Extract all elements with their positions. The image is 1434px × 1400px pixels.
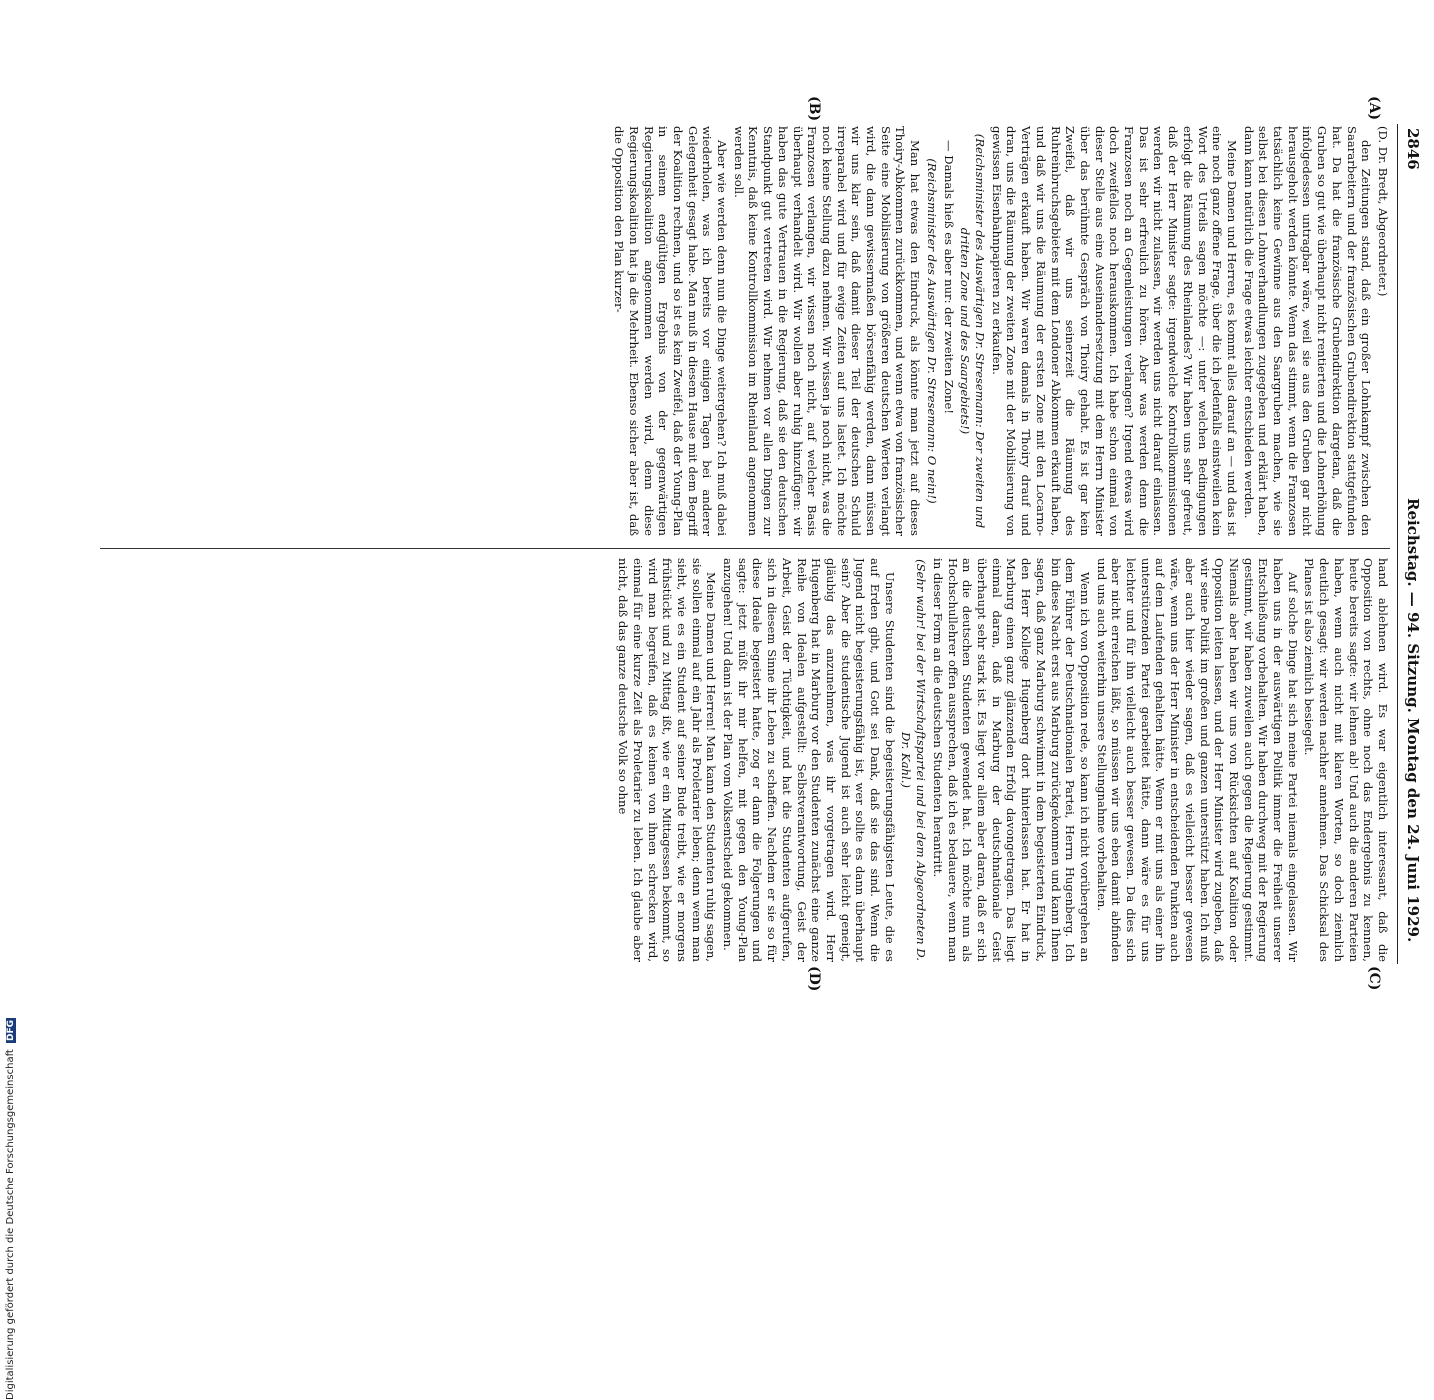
paragraph: Wenn ich von Opposition rede, so kann ich nicht vorübergehen an dem Führer der Deutschnationalen Partei, Herrn Hugenberg. Ich bin diese Nacht erst aus Marburg zurückgekommen und kann Ihnen sagen, daß ganz Marburg schwimmt in dem begeisterten Eindruck, den Herr Kollege Hugenberg dort hinterlassen hat. Er hat in Marburg einen ganz glänzenden Erfolg davongetragen. Das liegt einmal daran, daß in Marburg der deutschnationale Geist überhaupt sehr stark ist. Es liegt vor allem aber daran, daß er sich an die deutschen Studenten gewendet hat. Ich möchte nun als Hochschullehrer offen aussprechen, daß ich es bedauere, wenn man in dieser Form an die deutschen Studenten herantritt.	[930, 558, 1092, 962]
paragraph: Unsere Studenten sind die begeisterungsfähigsten Leute, die es auf Erden gibt, und Gott sei Dank, daß sie das sind. Wenn die Jugend nicht begeisterungsfähig ist, wer sollte es dann überhaupt sein? Aber die studentische Jugend ist auch sehr leicht geneigt, gläubig das anzunehmen, was ihr vorgetragen wird. Herr Hugenberg hat in Marburg vor den Studenten zunächst eine ganze Reihe von Idealen aufgestellt: Selbstverantwortung, Geist der Arbeit, Geist der Tüchtigkeit, und hat die Studenten aufgerufen, sich in diesem Sinne ihr Leben zu schaffen. Nachdem er sie so für diese Ideale begeistert hatte, zog er dann die Folgerungen und sagte: jetzt müßt ihr mir helfen, mit gegen den Young-Plan anzugehen! Und dann ist der Plan vom Volksentscheid gekommen.	[721, 558, 897, 962]
margin-marker-b: (B)	[806, 96, 822, 122]
paragraph: (D. Dr. Bredt, Abgeordneter.)	[1376, 126, 1390, 297]
margin-marker-d: (D)	[806, 966, 822, 992]
paragraph: Auf solche Dinge hat sich meine Partei niemals eingelassen. Wir haben uns in der auswärtigen Politik immer die Freiheit unserer Entschließung vorbehalten. Wir haben durchweg mit der Regierung gestimmt, wir haben zuweilen auch gegen die Regierung gestimmt. Niemals aber haben wir uns von Rücksichten auf Koalition oder Opposition leiten lassen, und der Herr Minister wird zugeben, daß wir seine Politik im großen und ganzen unterstützt haben. Ich muß aber auch hier wieder sagen, daß es vielleicht besser gewesen wäre, wenn uns der Herr Minister in entscheidenden Punkten auch auf dem Laufenden gehalten hätte. Wenn er mit uns als einer ihn unterstützenden Partei gearbeitet hätte, dann wäre es für uns leichter und für ihn vielleicht auch besser gewesen. Da dies sich aber nicht erreichen läßt, so müssen wir uns eben damit abfinden und uns auch weiterhin unsere Stellungnahme vorbehalten.	[1094, 558, 1300, 962]
paragraph: Meine Damen und Herren, es kommt alles darauf an — und das ist eine noch ganz offene Frage, über die ich jedenfalls einstweilen kein Wort des Urteils sagen möchte —: unter welchen Bedingungen erfolgt die Räumung des Rheinlandes? Wir haben uns sehr gefreut, daß der Herr Minister sagte: irgendwelche Kontrollkommissionen werden wir nicht zulassen, wir werden uns nicht darauf einlassen. Das ist sehr erfreulich zu hören. Aber was werden denn die Franzosen noch an Gegenleistungen verlangen? Irgend etwas wird doch zweifellos noch herauskommen. Ich habe schon einmal von dieser Stelle aus eine Auseinandersetzung mit dem Herrn Minister über das berühmte Gespräch von Thoiry gehabt. Es ist gar kein Zweifel, daß wir uns seinerzeit die Räumung des Ruhreinbruchsgebietes mit dem Londoner Abkommen erkauft haben, und daß wir uns die Räumung der ersten Zone mit den Locarno-Verträgen erkauft haben. Wir waren damals in Thoiry drauf und dran, uns die Räumung der zweiten Zone mit der Mobilisierung von gewissen Eisenbahnpapieren zu erkaufen.	[989, 126, 1239, 536]
interjection: (Reichsminister des Auswärtigen Dr. Stresemann: O nein!)	[924, 158, 939, 504]
paragraph: Aber wie werden denn nun die Dinge weitergehen? Ich muß dabei wiederholen, was ich bereits vor einigen Tagen bei anderer Gelegenheit gesagt habe. Man muß in diesem Hause mit dem Begriff der Koalition rechnen, und so ist es kein Zweifel, daß der Young-Plan in seinem endgültigen Ergebnis von der gegenwärtigen Regierungskoalition angenommen werden wird, denn diese Regierungskoalition hat ja die Mehrheit. Ebenso sicher aber ist, daß die Opposition den Plan kurzer-	[612, 126, 730, 536]
text-column-right	[90, 558, 1390, 962]
footer-credit-text: Digitalisierung gefördert durch die Deutsche Forschungsgemeinschaft	[5, 1049, 16, 1400]
paragraph: Meine Damen und Herren! Man kann den Studenten ruhig sagen, sie sollen einmal auf ein Jahr als Proletarier leben; denn wenn man sieht, wie es ein Student auf seiner Bude treibt, wie er morgens frühstückt und zu Mittag ißt, wie er ein Mittagessen bekommt, so wird man begreifen, daß es keinen von ihnen schrecken wird, einmal für eine kurze Zeit als Proletarier zu leben. Ich glaube aber nicht, daß das ganze deutsche Volk so ohne	[616, 558, 719, 962]
paragraph: den Zeitungen stand, daß ein großer Lohnkampf zwischen den Saararbeitern und der französischen Grubendirektion stattgefunden hat. Da hat die französische Grubendirektion dargetan, daß die Gruben so gut wie überhaupt nicht rentierten und die Lohnerhöhung infolgedessen untragbar wäre, weil sie aus den Gruben gar nicht herausgeholt werden könnte. Wenn das stimmt, wenn die Franzosen tatsächlich keine Gewinne aus den Saargruben machen, wie sie selbst bei diesen Lohnverhandlungen zugegeben und erklärt haben, dann kann natürlich die Frage etwas leichter entschieden werden.	[1241, 126, 1374, 536]
paragraph: Man hat etwas den Eindruck, als könnte man jetzt auf dieses Thoiry-Abkommen zurückkommen, und wenn etwa von französischer Seite eine Mobilisierung von größeren deutschen Werten verlangt wird, die dann gewissermaßen börsenfähig werden, dann müssen wir uns klar sein, daß damit dieser Teil der deutschen Schuld irreparabel wird und für ewige Zeiten auf uns lastet. Ich möchte noch keine Stellung dazu nehmen. Wir wissen ja noch nicht, was die Franzosen verlangen, wir wissen noch nicht, auf welcher Basis überhaupt verhandelt wird. Wir wollen aber ruhig hinzufügen: wir haben das gute Vertrauen in die Regierung, daß sie den deutschen Standpunkt gut vertreten wird. Wir nehmen vor allen Dingen zur Kenntnis, daß keine Kontrollkommission im Rheinland angenommen werden soll.	[731, 126, 923, 536]
interjection: (Sehr wahr! bei der Wirtschaftspartei und bei dem Abgeordneten D. Dr. Kahl.)	[899, 559, 929, 961]
margin-marker-a: (A)	[1366, 96, 1382, 121]
page-header-title: Reichstag. — 94. Sitzung. Montag den 24. Juni 1929.	[1404, 498, 1422, 943]
page-number: 2846	[1404, 128, 1422, 170]
paragraph: — Damals hieß es aber nur: der zweiten Zone!	[941, 140, 956, 414]
header-rule	[1397, 124, 1398, 964]
column-divider	[100, 548, 1390, 549]
paragraph: hand ablehnen wird. Es war eigentlich interessant, daß die Opposition von rechts, ohne noch das Endergebnis zu kennen, heute bereits sagte: wir lehnen ab! Und auch die anderen Parteien haben, wenn auch nicht mit klaren Worten, so doch ziemlich deutlich gesagt: wir werden nachher annehmen. Das Schicksal des Planes ist also ziemlich besiegelt.	[1302, 558, 1390, 962]
margin-marker-c: (C)	[1366, 966, 1382, 991]
footer-bar	[2, 1000, 18, 1400]
text-column-left	[90, 126, 1390, 536]
dfg-logo: DFG	[6, 1019, 16, 1041]
interjection: (Reichsminister des Auswärtigen Dr. Stresemann: Der zweiten und dritten Zone und des Saargebiets!)	[958, 133, 988, 529]
